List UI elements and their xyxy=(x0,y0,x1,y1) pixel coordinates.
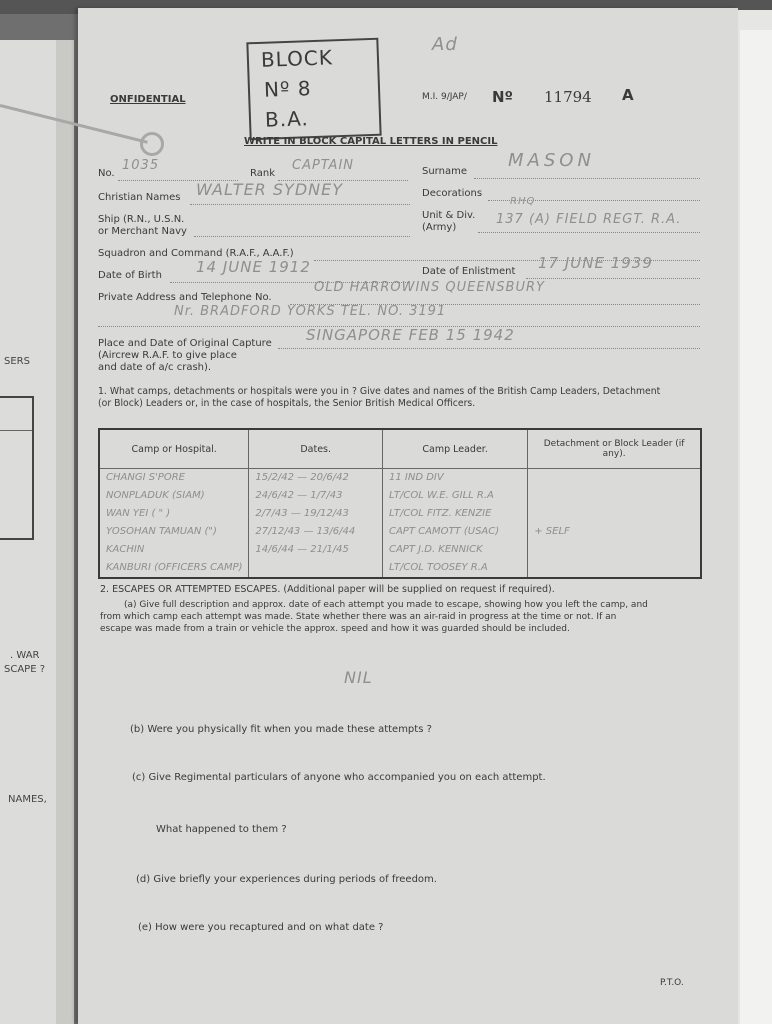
stamp-block-text: BLOCK xyxy=(260,45,334,72)
left-page-text: NAMES, xyxy=(8,794,47,805)
christian-names-label: Christian Names xyxy=(98,192,181,203)
rank-value: CAPTAIN xyxy=(292,158,355,173)
question-2c: (c) Give Regimental particulars of anyone who accompanied you on each attempt. xyxy=(132,772,546,783)
decorations-label: Decorations xyxy=(422,188,483,199)
detachment-entry xyxy=(528,505,700,523)
left-page-text: SCAPE ? xyxy=(4,664,46,675)
address-value-2: Nr. BRADFORD YORKS TEL. NO. 3191 xyxy=(174,304,447,319)
table-row xyxy=(99,469,701,579)
unit-value: 137 (A) FIELD REGT. R.A. xyxy=(496,212,682,227)
date-entry: 27/12/43 — 13/6/44 xyxy=(255,526,356,537)
serial-suffix: A xyxy=(622,86,634,104)
number-label: Nº xyxy=(492,88,514,106)
binding-edge xyxy=(56,40,74,1024)
enlistment-value: 17 JUNE 1939 xyxy=(538,254,653,272)
question-2e: (e) How were you recaptured and on what date ? xyxy=(138,922,384,933)
leader-entry: LT/COL W.E. GILL R.A xyxy=(388,490,494,501)
question-1-text: 1. What camps, detachments or hospitals were you in ? Give dates and names of the British Camp Leaders, Detachment xyxy=(98,386,661,397)
detachment-entry xyxy=(528,559,700,577)
camp-entry: CHANGI S'PORE xyxy=(106,472,185,483)
question-1-text-2: (or Block) Leaders or, in the case of hospitals, the Senior British Medical Officers. xyxy=(98,398,476,409)
question-2a-text-2: from which camp each attempt was made. State whether there was an air-raid in progress at the time or not. If an xyxy=(100,612,617,622)
unit-value-top: RHQ xyxy=(510,196,536,207)
dob-label: Date of Birth xyxy=(98,270,162,281)
leaders-column xyxy=(382,469,527,579)
surname-line xyxy=(474,178,700,179)
serial-number: 11794 xyxy=(544,88,592,106)
confidential-label: ONFIDENTIAL xyxy=(110,94,186,105)
instruction-heading: WRITE IN BLOCK CAPITAL LETTERS IN PENCIL xyxy=(244,136,498,147)
capture-label-3: and date of a/c crash). xyxy=(98,362,212,373)
left-page-rule xyxy=(0,430,32,431)
initials-annotation: Ad xyxy=(432,34,458,55)
pto-label: P.T.O. xyxy=(660,978,684,988)
interrogation-form xyxy=(78,8,738,1024)
enlistment-label: Date of Enlistment xyxy=(422,266,516,277)
capture-label: Place and Date of Original Capture xyxy=(98,338,272,349)
left-page-text: . WAR xyxy=(10,650,40,661)
camps-table-header xyxy=(99,429,701,469)
date-entry: 24/6/42 — 1/7/43 xyxy=(255,490,343,501)
question-2a-text-3: escape was made from a train or vehicle the approx. speed and how it was guarded should be included. xyxy=(100,624,570,634)
leader-entry: LT/COL TOOSEY R.A xyxy=(388,562,488,573)
detachment-entry: + SELF xyxy=(534,526,570,537)
rank-label: Rank xyxy=(250,168,275,179)
detachment-entry xyxy=(528,469,700,487)
left-page-box xyxy=(0,396,34,540)
stamp-number: Nº 8 xyxy=(263,76,312,102)
unit-line xyxy=(478,232,700,233)
leader-entry: CAPT CAMOTT (USAC) xyxy=(388,526,500,537)
question-2d: (d) Give briefly your experiences during periods of freedom. xyxy=(136,874,437,885)
christian-names-value: WALTER SYDNEY xyxy=(196,180,343,199)
capture-line xyxy=(278,348,700,349)
date-entry: 14/6/44 — 21/1/45 xyxy=(255,544,349,555)
escape-answer: NIL xyxy=(344,668,373,687)
ship-line xyxy=(194,236,410,237)
left-page-text: SERS xyxy=(4,356,30,367)
date-entry: 15/2/42 — 20/6/42 xyxy=(255,472,349,483)
right-paper-stack-inner xyxy=(740,30,772,1024)
christian-names-line xyxy=(190,204,410,205)
ship-label-2: or Merchant Navy xyxy=(98,226,187,237)
capture-value: SINGAPORE FEB 15 1942 xyxy=(306,326,515,344)
surname-label: Surname xyxy=(422,166,467,177)
detachment-column xyxy=(528,469,701,579)
address-label: Private Address and Telephone No. xyxy=(98,292,272,303)
block-stamp xyxy=(246,38,381,141)
question-2a-text: (a) Give full description and approx. date of each attempt you made to escape, showing how you left the camp, and xyxy=(124,600,648,610)
no-value: 1035 xyxy=(122,158,160,173)
leader-col-header: Camp Leader. xyxy=(382,429,527,469)
question-2-title: 2. ESCAPES OR ATTEMPTED ESCAPES. (Additional paper will be supplied on request if required). xyxy=(100,584,555,595)
camp-entry: WAN YEI ( " ) xyxy=(106,508,171,519)
address-value-1: OLD HARROWINS QUEENSBURY xyxy=(314,280,545,295)
dates-column xyxy=(249,469,383,579)
mi-reference: M.I. 9/JAP/ xyxy=(422,92,467,102)
camps-table xyxy=(98,428,702,579)
camps-col-header: Camp or Hospital. xyxy=(99,429,249,469)
date-entry: 2/7/43 — 19/12/43 xyxy=(255,508,349,519)
question-2c-followup: What happened to them ? xyxy=(156,824,287,835)
leader-entry: LT/COL FITZ. KENZIE xyxy=(388,508,492,519)
binding-cord-knot xyxy=(140,132,164,156)
leader-entry: 11 IND DIV xyxy=(388,472,444,483)
enlistment-line xyxy=(526,278,700,279)
squadron-label: Squadron and Command (R.A.F., A.A.F.) xyxy=(98,248,294,259)
stamp-ba: B.A. xyxy=(264,106,310,132)
capture-label-2: (Aircrew R.A.F. to give place xyxy=(98,350,237,361)
detachment-col-header: Detachment or Block Leader (if any). xyxy=(528,429,701,469)
camps-column xyxy=(99,469,249,579)
ship-label: Ship (R.N., U.S.N. xyxy=(98,214,185,225)
dates-col-header: Dates. xyxy=(249,429,383,469)
camp-entry: KACHIN xyxy=(106,544,145,555)
surname-value: MASON xyxy=(508,150,595,171)
unit-label-2: (Army) xyxy=(422,222,457,233)
camp-entry: NONPLADUK (SIAM) xyxy=(106,490,205,501)
detachment-entry xyxy=(528,541,700,559)
camp-entry: KANBURI (OFFICERS CAMP) xyxy=(106,562,243,573)
date-entry xyxy=(249,559,382,577)
no-label: No. xyxy=(98,168,115,179)
camp-entry: YOSOHAN TAMUAN (") xyxy=(106,526,217,537)
unit-label: Unit & Div. xyxy=(422,210,476,221)
dob-value: 14 JUNE 1912 xyxy=(196,258,311,276)
leader-entry: CAPT J.D. KENNICK xyxy=(388,544,483,555)
detachment-entry xyxy=(528,487,700,505)
question-2b: (b) Were you physically fit when you made these attempts ? xyxy=(130,724,432,735)
